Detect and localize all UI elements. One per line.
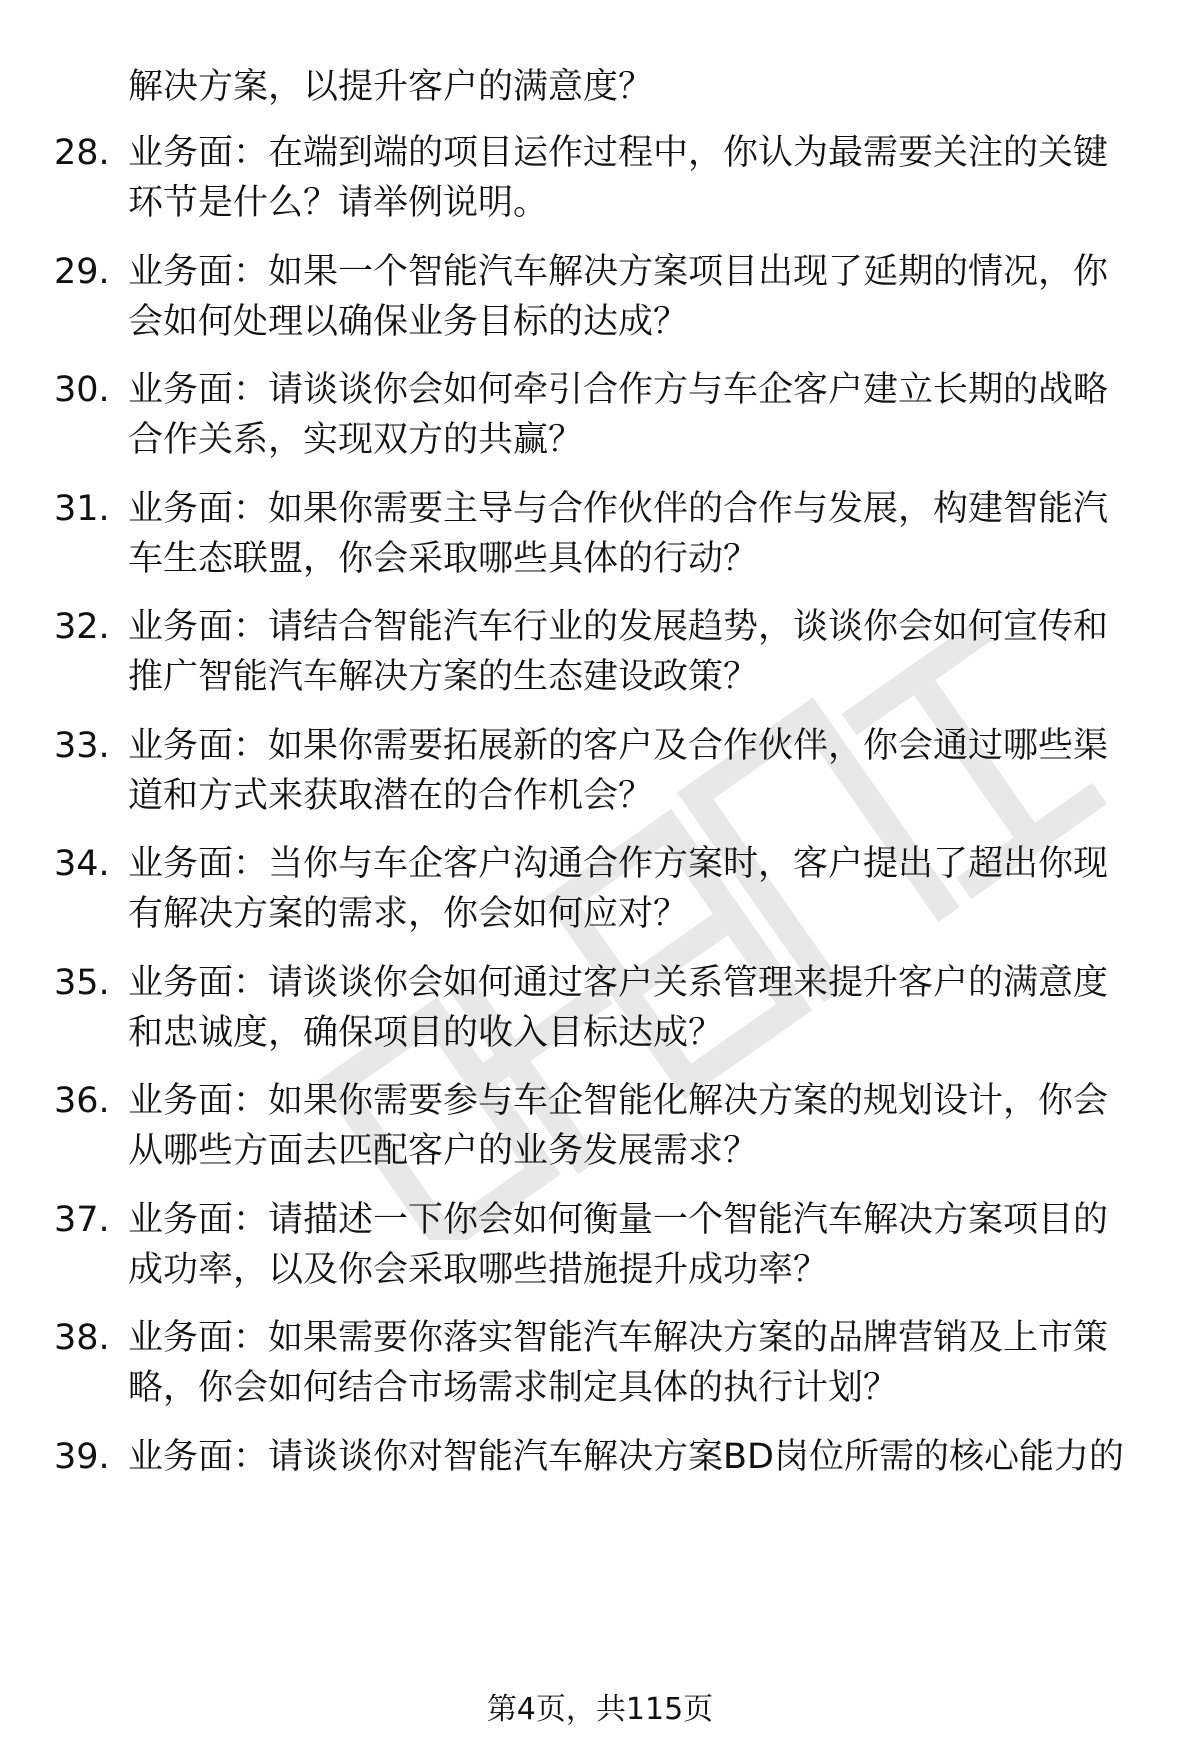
question-text-line: 业务面：请谈谈你会如何牵引合作方与车企客户建立长期的战略 <box>128 370 1109 410</box>
question-item <box>0 365 1200 475</box>
question-text <box>128 128 1148 228</box>
question-text-line: 业务面：如果需要你落实智能汽车解决方案的品牌营销及上市策 <box>128 1318 1109 1358</box>
question-text <box>128 247 1148 347</box>
question-item <box>0 484 1200 594</box>
question-text-line: 业务面：如果你需要拓展新的客户及合作伙伴，你会通过哪些渠 <box>128 725 1109 766</box>
question-text <box>128 839 1148 939</box>
question-text-line: 成功率，以及你会采取哪些措施提升成功率？ <box>128 1249 829 1290</box>
question-item <box>0 958 1200 1068</box>
question-number: 31. <box>54 488 110 529</box>
question-text <box>128 1432 1148 1482</box>
question-text-line: 道和方式来获取潜在的合作机会？ <box>128 775 654 816</box>
question-number: 39. <box>54 1436 110 1477</box>
question-text-line: 从哪些方面去匹配客户的业务发展需求？ <box>128 1131 759 1171</box>
question-text-line: 业务面：请结合智能汽车行业的发展趋势，谈谈你会如何宣传和 <box>128 607 1109 647</box>
question-text-line: 业务面：在端到端的项目运作过程中，你认为最需要关注的关键 <box>128 133 1109 173</box>
question-text-line: 业务面：如果你需要主导与合作伙伴的合作与发展，构建智能汽 <box>128 488 1109 529</box>
question-text-line: 推广智能汽车解决方案的生态建设政策？ <box>128 657 759 697</box>
question-text-line: 有解决方案的需求，你会如何应对？ <box>128 894 689 934</box>
question-text <box>128 721 1148 821</box>
question-text <box>128 1313 1148 1413</box>
question-number: 30. <box>54 370 110 410</box>
question-number: 38. <box>54 1318 110 1358</box>
question-text-line: 环节是什么？请举例说明。 <box>128 183 549 223</box>
question-item <box>0 1313 1200 1423</box>
question-number: 36. <box>54 1081 110 1121</box>
question-number: 33. <box>54 725 110 766</box>
question-number: 32. <box>54 607 110 647</box>
question-text <box>128 1195 1148 1295</box>
question-number: 35. <box>54 962 110 1003</box>
question-text-line: 业务面：如果一个智能汽车解决方案项目出现了延期的情况，你 <box>128 251 1109 292</box>
question-text-line: 业务面：如果你需要参与车企智能化解决方案的规划设计，你会 <box>128 1081 1109 1121</box>
question-text-line: 略，你会如何结合市场需求制定具体的执行计划？ <box>128 1368 899 1408</box>
question-text-line: 会如何处理以确保业务目标的达成？ <box>128 301 689 342</box>
page-footer: 第4页，共115页 <box>486 1692 714 1727</box>
question-text <box>128 602 1148 702</box>
question-text-line: 和忠诚度，确保项目的收入目标达成？ <box>128 1012 724 1053</box>
question-text <box>128 1076 1148 1176</box>
question-text-line: 业务面：请描述一下你会如何衡量一个智能汽车解决方案项目的 <box>128 1199 1109 1240</box>
question-item <box>0 247 1200 357</box>
question-text-line: 业务面：请谈谈你会如何通过客户关系管理来提升客户的满意度 <box>128 962 1109 1003</box>
question-text-line: 合作关系，实现双方的共赢？ <box>128 420 584 460</box>
question-number: 37. <box>54 1199 110 1240</box>
question-text <box>128 365 1148 465</box>
question-item <box>0 1076 1200 1186</box>
question-item <box>0 1195 1200 1305</box>
question-text <box>128 484 1148 584</box>
question-text-line: 业务面：请谈谈你对智能汽车解决方案BD岗位所需的核心能力的 <box>128 1436 1124 1477</box>
question-number: 29. <box>54 251 110 292</box>
question-item <box>0 128 1200 238</box>
question-item <box>0 602 1200 712</box>
question-item <box>0 1432 1200 1542</box>
question-text-line: 业务面：当你与车企客户沟通合作方案时，客户提出了超出你现 <box>128 844 1109 884</box>
question-number: 28. <box>54 133 110 173</box>
question-item <box>0 839 1200 949</box>
question-text <box>128 958 1148 1058</box>
question-item <box>0 721 1200 831</box>
question-text-line: 车生态联盟，你会采取哪些具体的行动？ <box>128 538 759 579</box>
continuation-text: 解决方案，以提升客户的满意度？ <box>128 67 654 107</box>
question-number: 34. <box>54 844 110 884</box>
